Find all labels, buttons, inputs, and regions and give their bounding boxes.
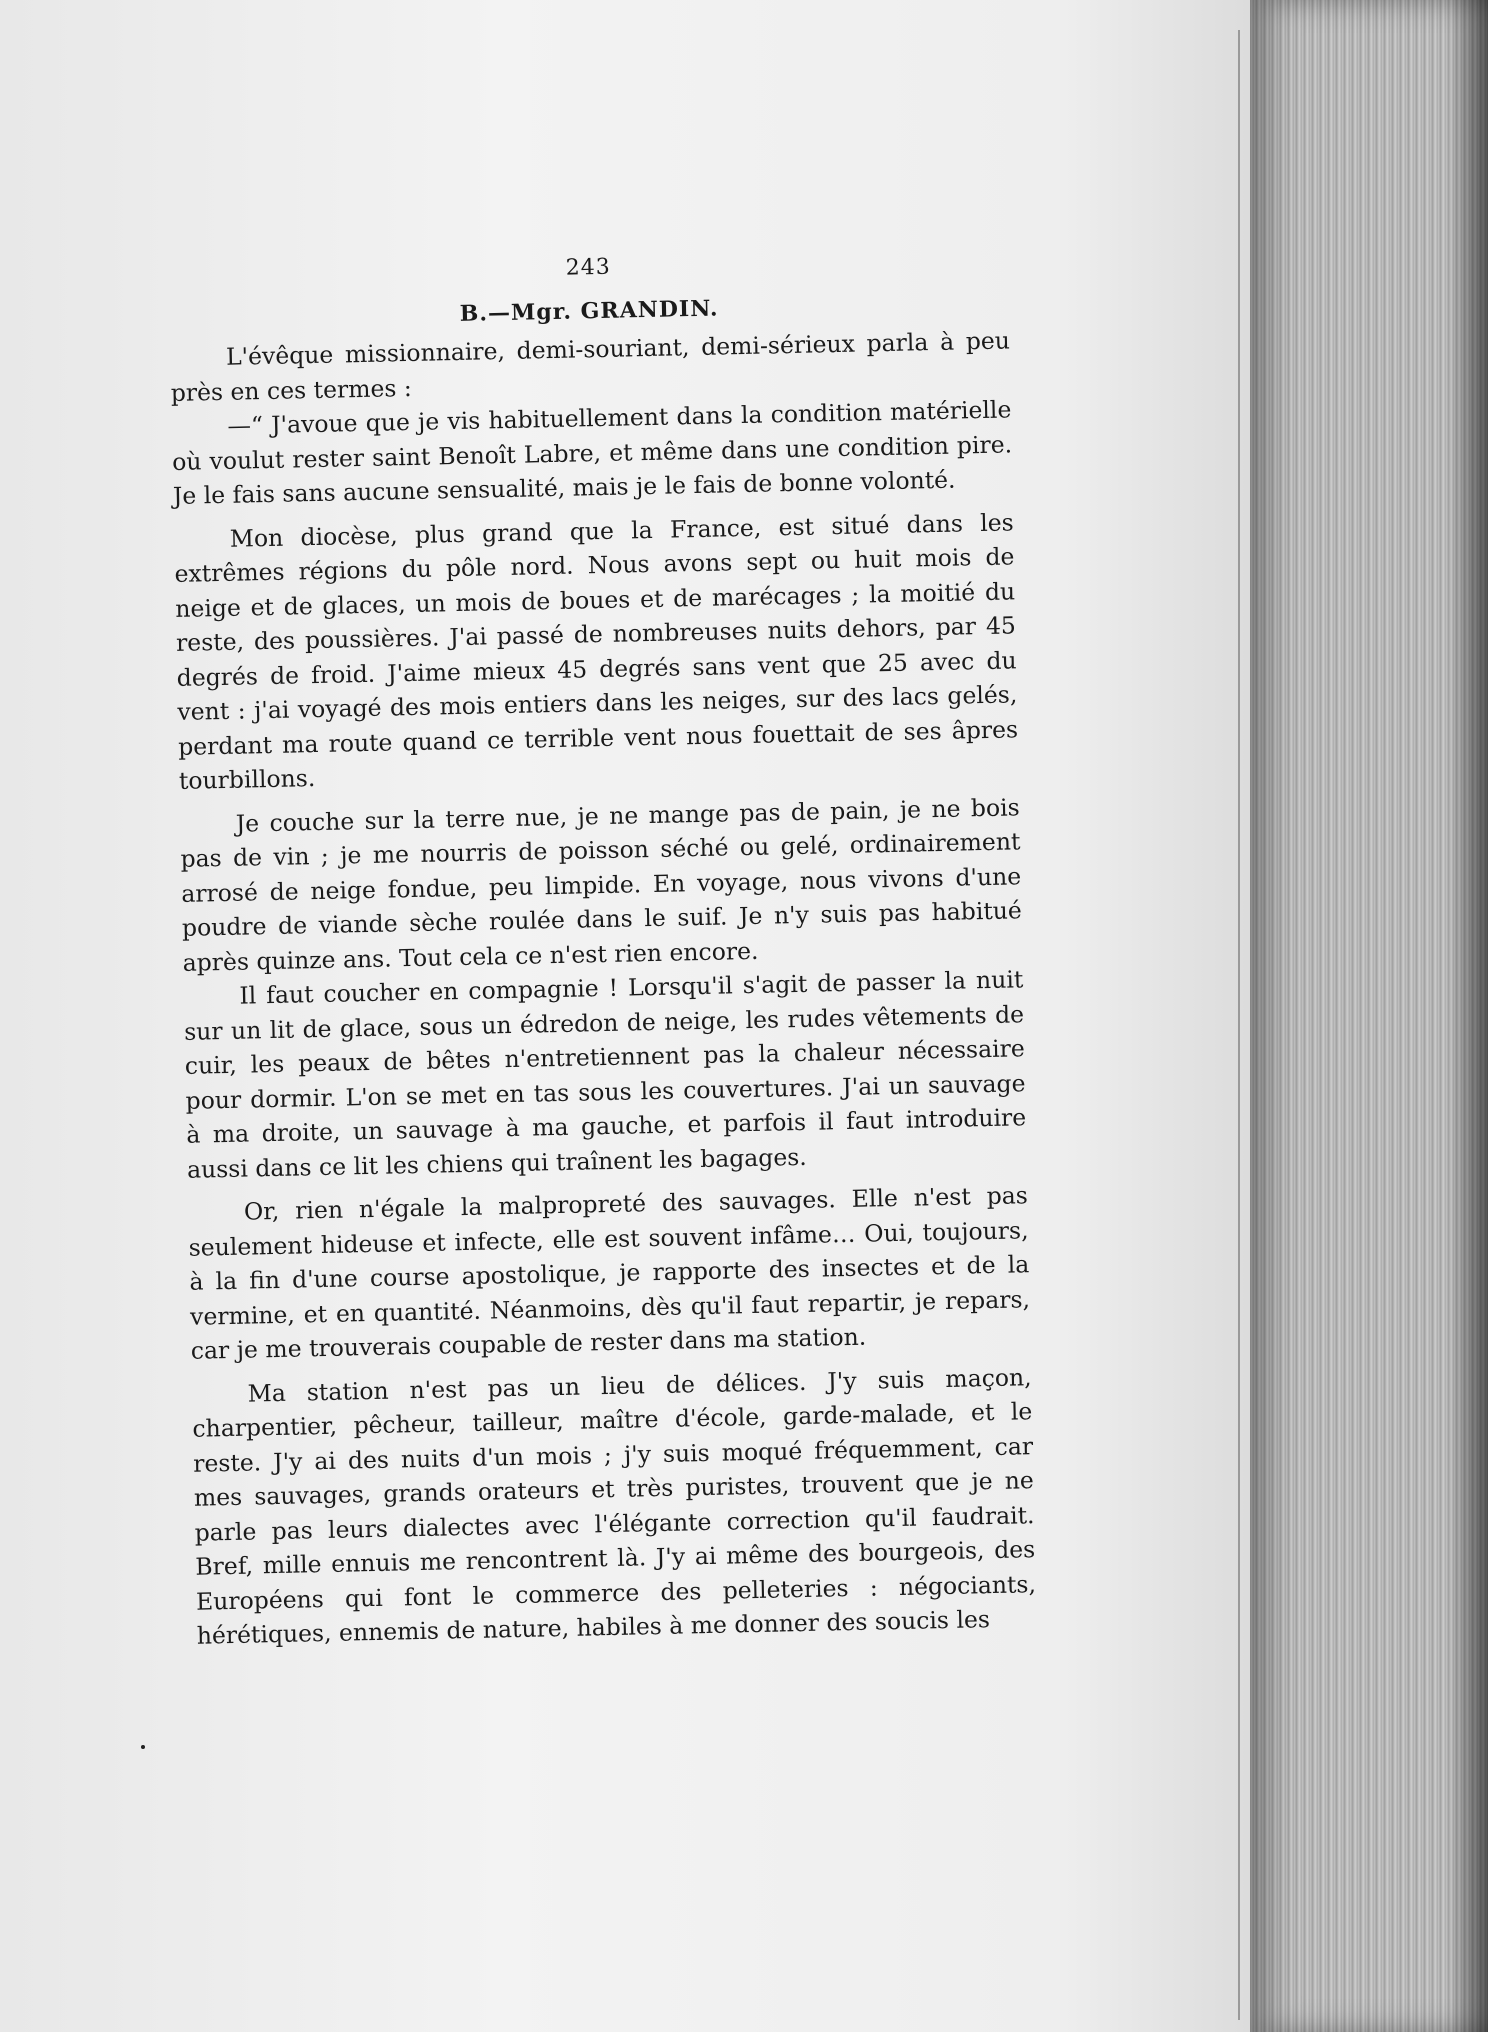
paragraph-4: Je couche sur la terre nue, je ne mange pas de pain, je ne bois pas de vin ; je me nourris de poisson séché ou gelé, ordinairement arrosé de neige fondue, peu limpide. En voyage, nous vivons d'une poudre de viande sèche roulée dans le suif. Je n'y suis pas habitué après quinze ans. Tout cela ce n'est rien encore. (180, 792, 1023, 977)
paragraph-7: Ma station n'est pas un lieu de délices. J'y suis maçon, charpentier, pêcheur, tailleur, maître d'école, garde-malade, et le reste. J'y ai des nuits d'un mois ; j'y suis moqué fréquemment, car mes sauvages, grands orateurs et très puristes, trouvent que je ne parle pas leurs dialectes avec l'élégante correction qu'il faudrait. Bref, mille ennuis me rencontrent là. J'y ai même des bourgeois, des Européens qui font le commerce des pelleteries : négociants, hérétiques, ennemis de nature, habiles à me donner des soucis les (192, 1362, 1037, 1650)
book-page-edges (1250, 0, 1488, 2032)
paragraph-1: L'évêque missionnaire, demi-souriant, demi-sérieux parla à peu près en ces termes : (170, 326, 1011, 407)
paragraph-2: —“ J'avoue que je vis habituellement dans la condition matérielle où voulut rester saint Benoît Labre, et même dans une condition pire. Je le fais sans aucune sensualité, mais je le fais de bonne volonté. (171, 395, 1013, 510)
paragraph-3: Mon diocèse, plus grand que la France, est situé dans les extrêmes régions du pôle nord. Nous avons sept ou huit mois de neige et de glaces, un mois de boues et de marécages ; la moitié du reste, des poussières. J'ai passé de nombreuses nuits dehors, par 45 degrés de froid. J'aime mieux 45 degrés sans vent que 25 avec du vent : j'ai voyagé des mois entiers dans les neiges, sur des lacs gelés, perdant ma route quand ce terrible vent nous fouettait de ses âpres tourbillons. (174, 507, 1019, 795)
ink-speck (141, 1745, 145, 1749)
page-number: 243 (565, 254, 612, 281)
page-border-line (1238, 30, 1240, 2020)
paragraph-6: Or, rien n'égale la malpropreté des sauvages. Elle n'est pas seulement hideuse et infecte, elle est souvent infâme… Oui, toujours, à la fin d'une course apostolique, je rapporte des insectes et de la vermine, et en quantité. Néanmoins, dès qu'il faut repartir, je repars, car je me trouverais coupable de rester dans ma station. (188, 1181, 1031, 1365)
section-title: B.—Mgr. GRANDIN. (459, 294, 719, 327)
paragraph-5: Il faut coucher en compagnie ! Lorsqu'il s'agit de passer la nuit sur un lit de glace, sous un édredon de neige, les rudes vêtements de cuir, les peaux de bêtes n'entretiennent pas la chaleur nécessaire pour dormir. L'on se met en tas sous les couvertures. J'ai un sauvage à ma droite, un sauvage à ma gauche, et parfois il faut introduire aussi dans ce lit les chiens qui traînent les bagages. (183, 965, 1027, 1184)
page-text-block (168, 242, 1037, 1653)
